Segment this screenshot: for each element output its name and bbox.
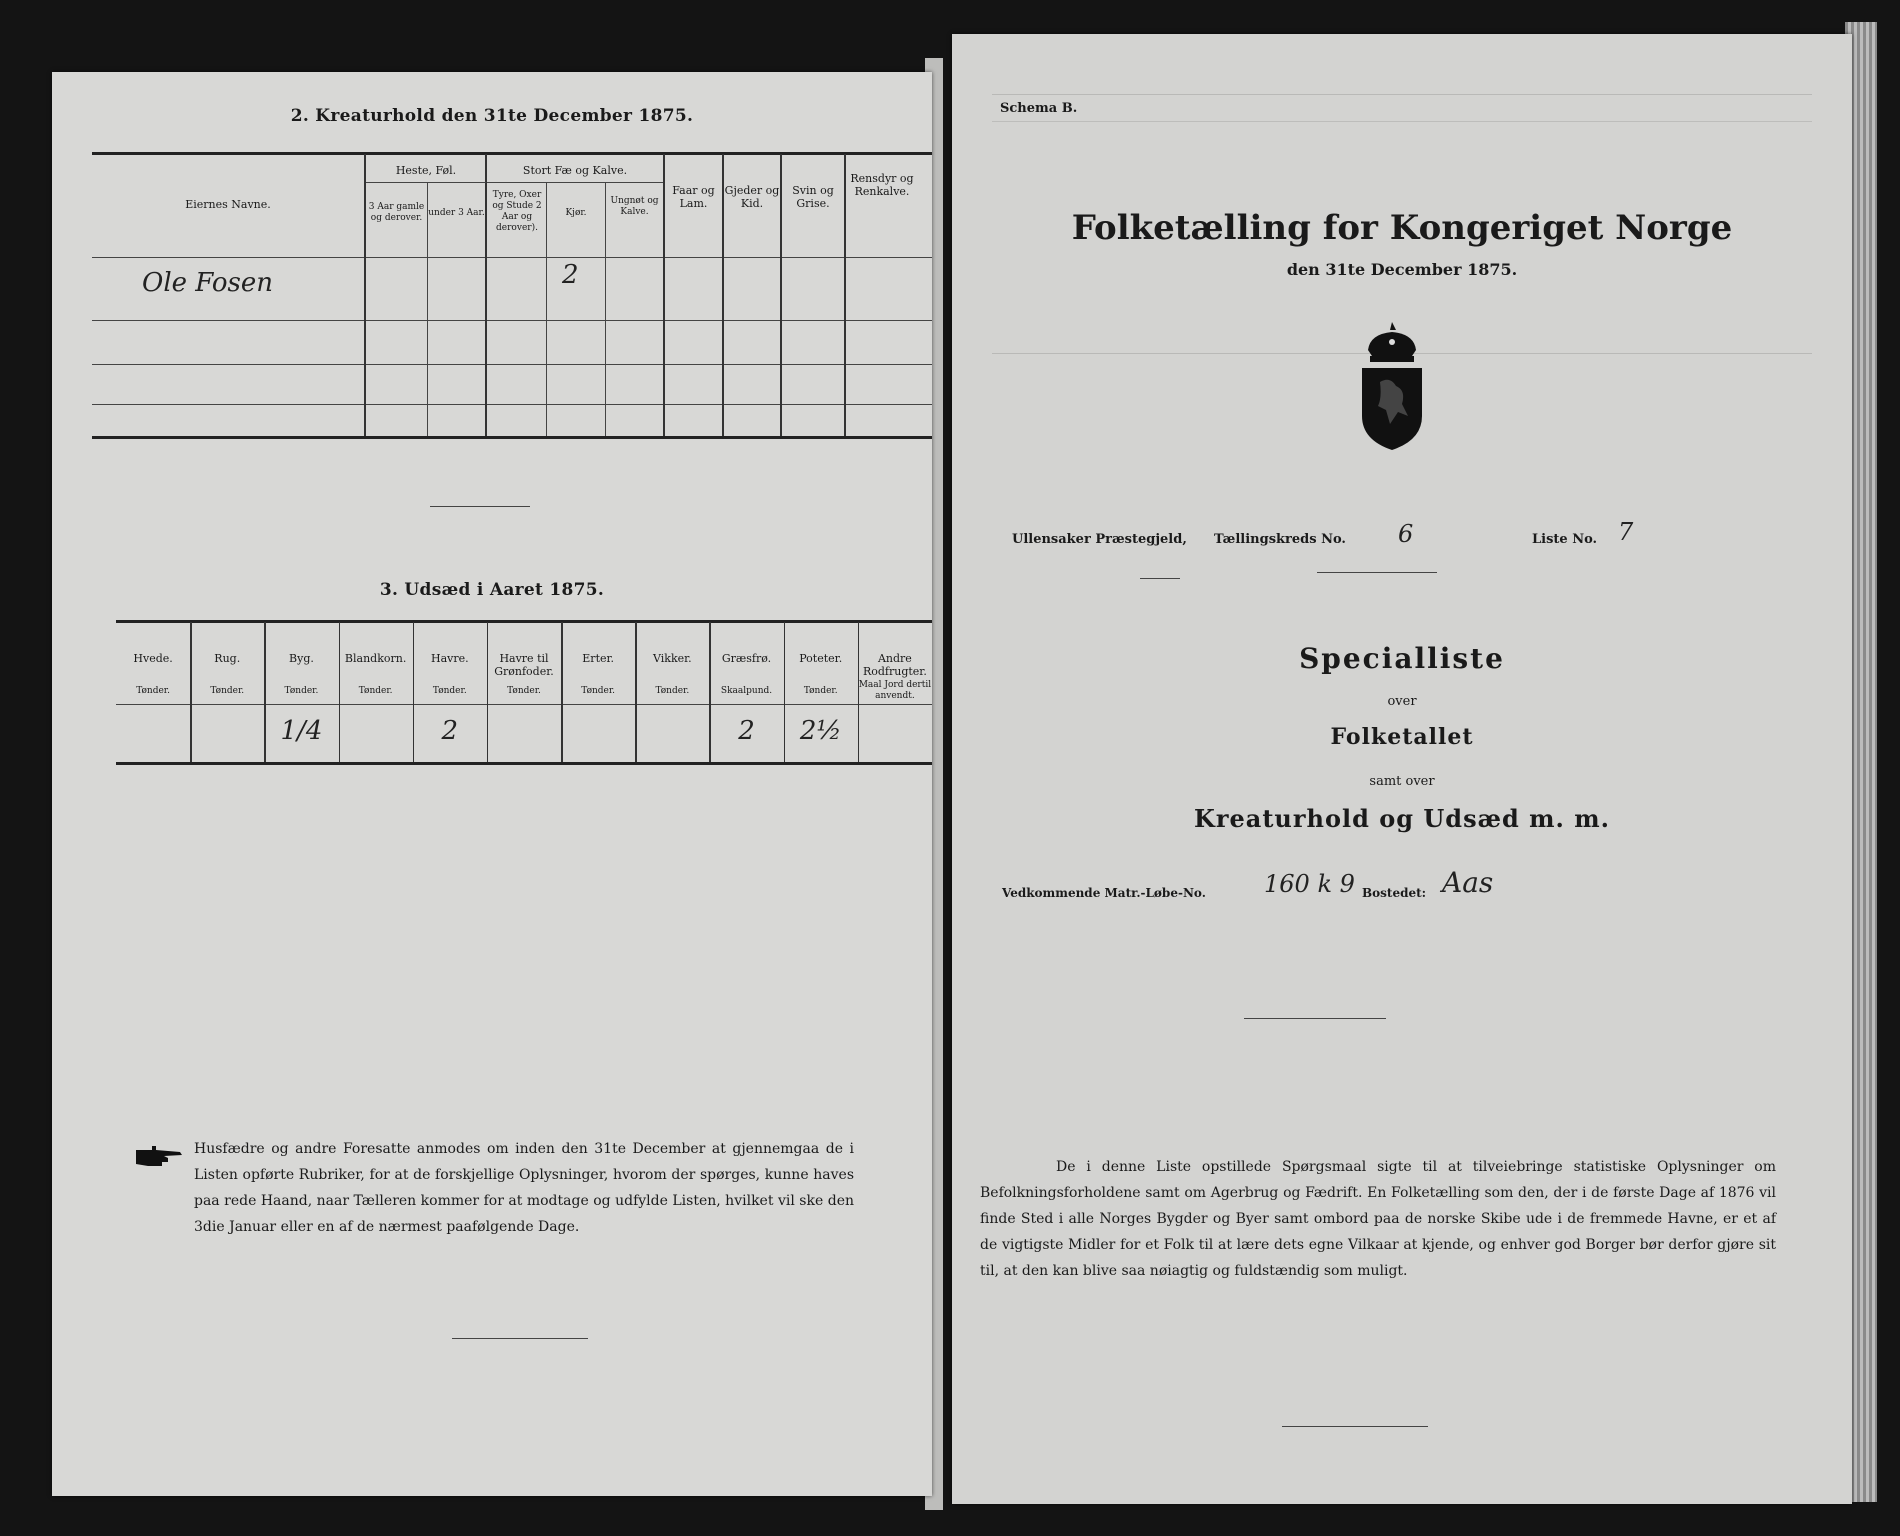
pointing-hand-icon [134, 1144, 184, 1170]
col-svin-header: Svin og Grise. [792, 184, 834, 210]
col-gjeder-header: Gjeder og Kid. [724, 184, 780, 210]
s2-subgroup-rule [366, 182, 486, 183]
s2-vline [485, 154, 487, 436]
s2-vline [546, 182, 547, 436]
samt-over-text: samt over [1369, 774, 1435, 789]
section3-top-rule [116, 620, 932, 623]
col-owner-header: Eiernes Navne. [185, 198, 271, 211]
s3-col-header: Byg. [289, 652, 314, 665]
matr-number-handwritten: 160 k 9 [1264, 870, 1355, 898]
s3-col-header: Havre til Grønfoder. [494, 652, 554, 678]
bosted-handwritten: Aas [1442, 866, 1494, 899]
kjor-count-handwritten: 2 [562, 260, 579, 290]
section2-bottom-rule [92, 436, 932, 439]
s2-subgroup-rule [487, 182, 663, 183]
section3-header-rule [116, 704, 932, 705]
divider [1140, 578, 1180, 579]
col-heste-young-header: under 3 Aar. [428, 208, 485, 218]
s3-col-unit: Tønder. [581, 686, 616, 696]
divider [1244, 1018, 1386, 1019]
bosted-label: Bostedet: [1362, 886, 1427, 900]
matr-label: Vedkommende Matr.-Løbe-No. [1002, 886, 1206, 900]
s3-col-header: Blandkorn. [344, 652, 407, 665]
census-date: den 31te December 1875. [1286, 260, 1518, 279]
s2-vline [364, 154, 366, 436]
s3-col-header: Hvede. [133, 652, 173, 665]
section2-row-rule [92, 404, 932, 405]
s3-col-header: Rug. [214, 652, 241, 665]
s3-col-header: Poteter. [799, 652, 843, 665]
col-tyre-header: Tyre, Oxer og Stude 2 Aar og derover). [492, 190, 542, 233]
s3-col-header: Havre. [430, 652, 469, 665]
col-faar-header: Faar og Lam. [672, 184, 715, 210]
s2-vline [605, 182, 606, 436]
s3-col-unit: Tønder. [507, 686, 541, 696]
s3-col-header: Andre Rodfrugter. [862, 652, 927, 678]
s3-col-value: 2 [441, 716, 459, 746]
list-number-handwritten: 7 [1618, 518, 1634, 546]
section3-bottom-rule [116, 762, 932, 765]
s3-col-header: Erter. [582, 652, 615, 665]
specialliste-title: Specialliste [1299, 642, 1505, 675]
district-number-handwritten: 6 [1398, 520, 1414, 548]
s3-col-unit: Tønder. [136, 686, 170, 696]
col-heste-old-header: 3 Aar gamle og derover. [368, 202, 425, 223]
s2-vline [427, 182, 428, 436]
divider [1317, 572, 1437, 573]
s3-col-unit: Skaalpund. [720, 686, 773, 696]
col-ungnot-header: Ungnøt og Kalve. [610, 196, 659, 217]
section2-top-rule [92, 152, 932, 155]
s3-col-unit: Tønder. [803, 686, 838, 696]
right-page [952, 34, 1852, 1504]
s3-col-unit: Tønder. [358, 686, 393, 696]
s3-col-value: 1/4 [280, 716, 323, 746]
section2-row-rule [92, 364, 932, 365]
parish-label: Ullensaker Præstegjeld, [1012, 532, 1187, 547]
section2-title: 2. Kreaturhold den 31te December 1875. [290, 106, 694, 126]
s3-col-value: 2 [738, 716, 755, 746]
section3-title: 3. Udsæd i Aaret 1875. [379, 580, 605, 600]
kreaturhold-title: Kreaturhold og Udsæd m. m. [1194, 804, 1610, 833]
s3-col-unit: Tønder. [432, 686, 467, 696]
schema-label: Schema B. [1000, 101, 1078, 116]
divider [430, 506, 530, 507]
left-page [52, 72, 932, 1496]
over-text: over [1387, 694, 1417, 709]
district-label: Tællingskreds No. [1214, 532, 1346, 547]
s3-col-unit: Tønder. [284, 686, 319, 696]
s3-col-header: Græsfrø. [721, 652, 772, 665]
s3-col-unit: Tønder. [655, 686, 690, 696]
col-kjor-header: Kjør. [565, 208, 587, 218]
section2-header-rule [92, 257, 932, 258]
s3-col-unit: Tønder. [210, 686, 245, 696]
s3-col-unit: Maal Jord dertil anvendt. [858, 680, 932, 701]
col-rensdyr-header: Rensdyr og Renkalve. [850, 172, 914, 198]
coat-of-arms-icon [1350, 320, 1434, 452]
divider [1282, 1426, 1428, 1427]
folketallet-title: Folketallet [1330, 724, 1474, 750]
explanation-text: De i denne Liste opstillede Spørgsmaal sigte til at tilveiebringe statistiske Oplysninger om Befolkningsforholdene samt om Agerbrug og Fædrift. En Folketælling som den, der i de første Dage af 1876 vil finde Sted i alle Norges Bygder og Byer samt ombord paa de norske Skibe ude i de fremmede Havne, er et af de vigtigste Midler for et Folk til at lære dets egne Vilkaar at kjende, og enhver god Borger bør derfor gjøre sit til, at den kan blive saa nøiagtig og fuldstændig som muligt. [980, 1159, 1776, 1279]
census-title: Folketælling for Kongeriget Norge [1071, 208, 1733, 248]
col-heste-header: Heste, Føl. [395, 164, 457, 177]
list-label: Liste No. [1532, 532, 1598, 547]
notice-text: Husfædre og andre Foresatte anmodes om inden den 31te December at gjennemgaa de i Listen opførte Rubriker, for at de forskjellige Oplysninger, hvorom der spørges, kunne haves paa rede Haand, naar Tælleren kommer for at modtage og udfylde Listen, hvilket vil ske den 3die Januar eller en af de nærmest paafølgende Dage. [194, 1141, 854, 1235]
divider [452, 1338, 588, 1339]
s3-col-header: Vikker. [653, 652, 692, 665]
col-stort-header: Stort Fæ og Kalve. [522, 164, 628, 177]
owner-name-handwritten: Ole Fosen [142, 268, 274, 298]
s3-col-value: 2½ [799, 716, 842, 746]
section2-row-rule [92, 320, 932, 321]
